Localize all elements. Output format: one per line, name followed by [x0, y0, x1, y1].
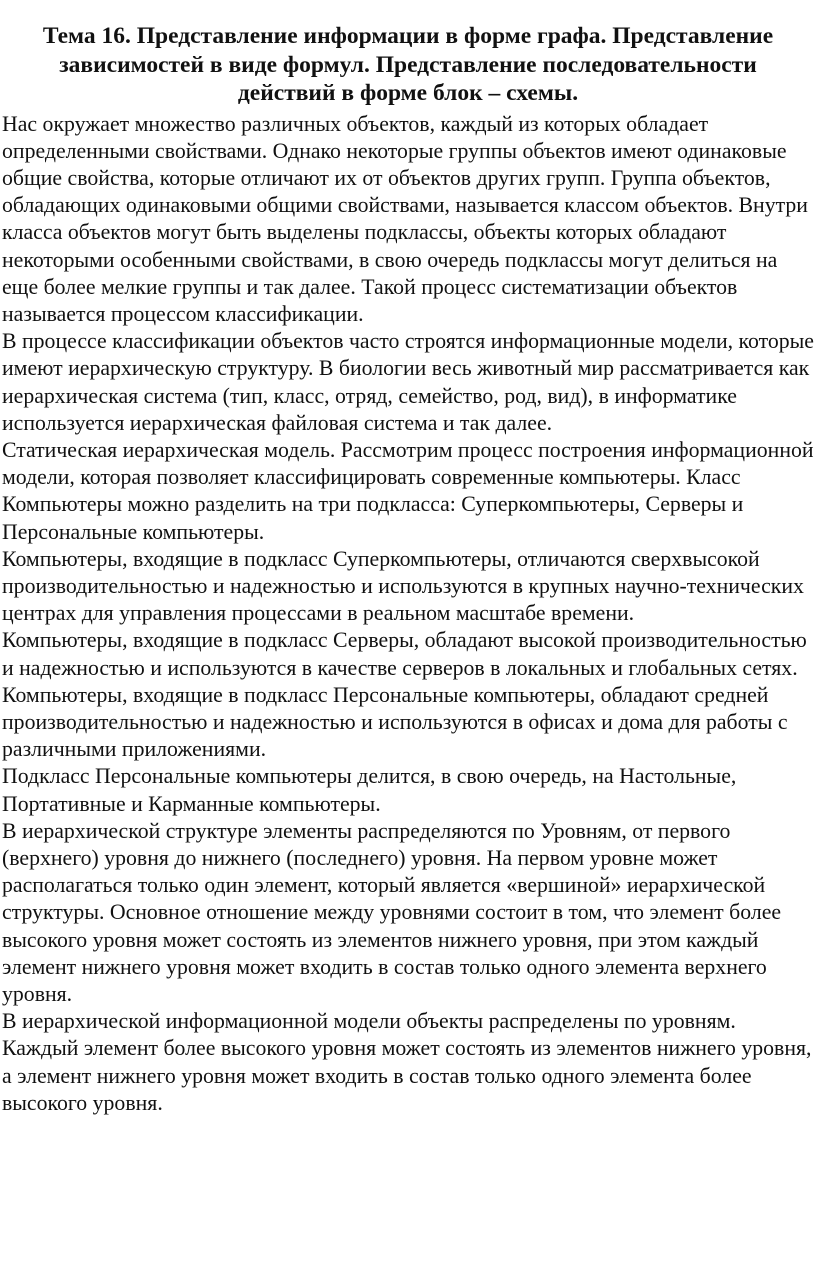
paragraph-pc-subclasses: Подкласс Персональные компьютеры делится, в свою очередь, на Настольные, Портативные и Карманные компьютеры.	[2, 764, 737, 816]
paragraph-classification: Нас окружает множество различных объектов, каждый из которых обладает определенными свойствами. Однако некоторые группы объектов имеют одинаковые общие свойства, которые отличают их от объектов других групп. Группа объектов, обладающих одинаковыми общими свойствами, называется классом объектов. Внутри класса объектов могут быть выделены подклассы, объекты которых обладают некоторыми особенными свойствами, в свою очередь подклассы могут делиться на еще более мелкие группы и так далее. Такой процесс систематизации объектов называется процессом классификации.	[2, 111, 808, 326]
paragraph-supercomputers: Компьютеры, входящие в подкласс Суперкомпьютеры, отличаются сверхвысокой производительностью и надежностью и используются в крупных научно-технических центрах для управления процессами в реальном масштабе времени.	[2, 546, 804, 626]
paragraph-levels: В иерархической структуре элементы распределяются по Уровням, от первого (верхнего) уровня до нижнего (последнего) уровня. На первом уровне может располагаться только один элемент, который является «вершиной» иерархической структуры. Основное отношение между уровнями состоит в том, что элемент более высокого уровня может состоять из элементов нижнего уровня, при этом каждый элемент нижнего уровня может входить в состав только одного элемента верхнего уровня.	[2, 818, 782, 1006]
paragraph-static-model: Статическая иерархическая модель. Рассмотрим процесс построения информационной модели, которая позволяет классифицировать современные компьютеры. Класс Компьютеры можно разделить на три подкласса: Суперкомпьютеры, Серверы и Персональные компьютеры.	[2, 437, 814, 544]
document-body	[2, 111, 814, 1118]
paragraph-servers: Компьютеры, входящие в подкласс Серверы, обладают высокой производительностью и надежностью и используются в качестве серверов в локальных и глобальных сетях.	[2, 628, 807, 680]
document-title: Тема 16. Представление информации в форме графа. Представление зависимостей в виде формул. Представление последовательности действий в форме блок – схемы.	[42, 23, 774, 106]
paragraph-personal-computers: Компьютеры, входящие в подкласс Персональные компьютеры, обладают средней производительностью и надежностью и используются в офисах и дома для работы с различными приложениями.	[2, 682, 788, 762]
paragraph-hierarchical-info-model: В иерархической информационной модели объекты распределены по уровням. Каждый элемент более высокого уровня может состоять из элементов нижнего уровня, а элемент нижнего уровня может входить в состав только одного элемента более высокого уровня.	[2, 1009, 812, 1115]
paragraph-hierarchical-models: В процессе классификации объектов часто строятся информационные модели, которые имеют иерархическую структуру. В биологии весь животный мир рассматривается как иерархическая система (тип, класс, отряд, семейство, род, вид), в информатике используется иерархическая файловая система и так далее.	[2, 329, 814, 435]
